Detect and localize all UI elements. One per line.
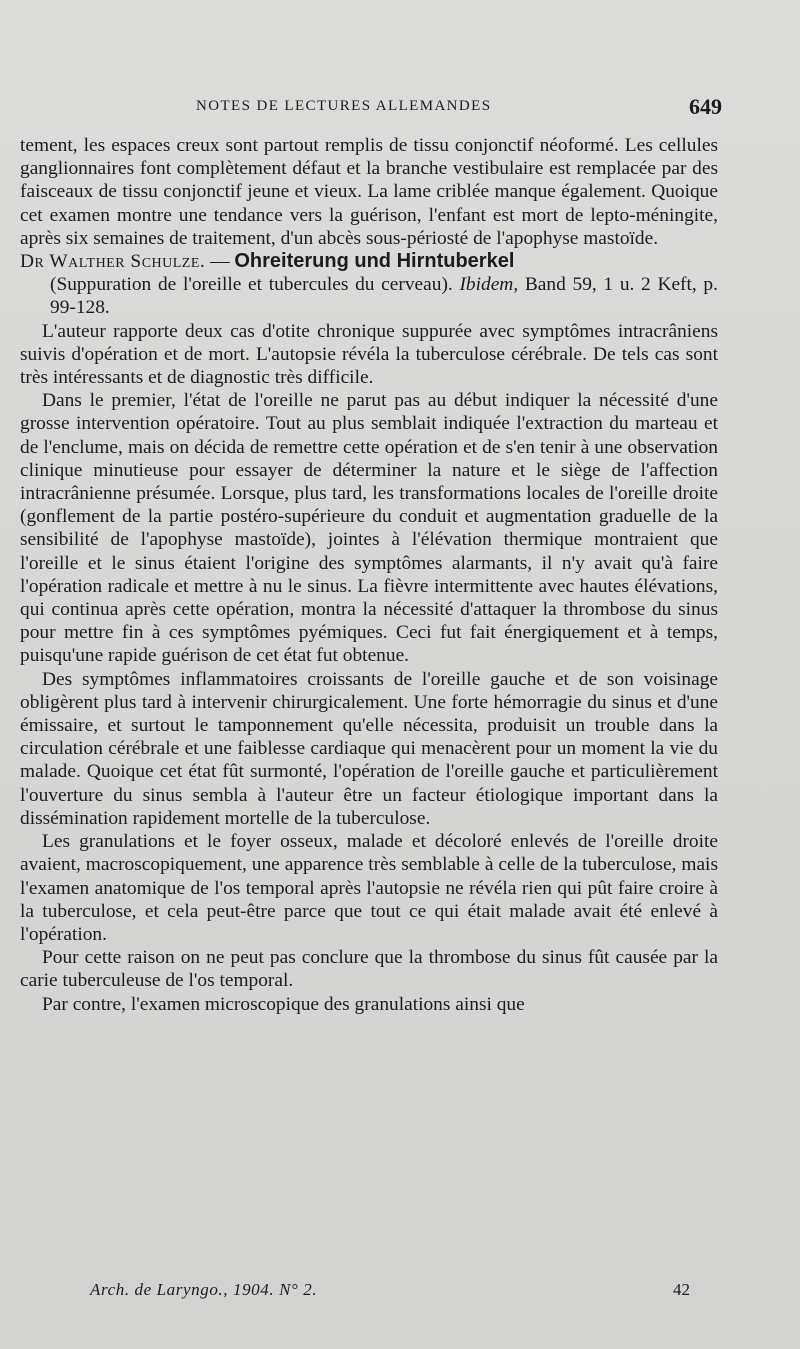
paragraph-contrast: Par contre, l'examen microscopique des granulations ainsi que bbox=[42, 993, 525, 1015]
paragraph-continuation: tement, les espaces creux sont partout remplis de tissu conjonctif néoformé. Les cellules ganglionnaires font complètement défaut et la branche vestibulaire est remplacée par des faisceaux de tissu conjonctif jeune et vieux. La lame criblée manque également. Quoique cet examen montre une tendance vers la guérison, l'enfant est mort de lepto-méningite, après six semaines de traitement, d'un abcès sous-périosté de l'apophyse mastoïde. bbox=[20, 135, 718, 249]
page-footer bbox=[0, 1280, 800, 1304]
article-source-ibidem: Ibidem, bbox=[459, 274, 519, 296]
page-header bbox=[0, 94, 800, 122]
paragraph-summary: L'auteur rapporte deux cas d'otite chronique suppurée avec symptômes intracrâniens suivis d'opération et de mort. L'autopsie révéla la tuberculose cérébrale. De tels cas sont très intéressants et de diagnostic très difficile. bbox=[20, 320, 718, 389]
article-heading bbox=[20, 250, 718, 320]
article-citation bbox=[20, 273, 718, 319]
sheet-number: 42 bbox=[673, 1280, 690, 1299]
article-title-french: (Suppuration de l'oreille et tubercules du cerveau). bbox=[50, 274, 453, 296]
page-number: 649 bbox=[689, 94, 722, 119]
article-title-german: Ohreiterung und Hirntuberkel bbox=[234, 250, 515, 273]
paragraph-conclusion: Pour cette raison on ne peut pas conclure que la thrombose du sinus fût causée par la carie tuberculeuse de l'os temporal. bbox=[20, 947, 718, 992]
journal-reference: Arch. de Laryngo., 1904. N° 2. bbox=[90, 1280, 318, 1299]
running-title: NOTES DE LECTURES ALLEMANDES bbox=[196, 98, 492, 114]
article-dash: — bbox=[205, 251, 235, 273]
paragraph-left-ear: Des symptômes inflammatoires croissants de l'oreille gauche et de son voisinage obligèrent plus tard à intervenir chirurgicalement. Une forte hémorragie du sinus et d'une émissaire, et surtout le tamponnement qu'elle nécessita, produisit un trouble dans la circulation cérébrale et une faiblesse cardiaque qui menacèrent pour un moment la vie du malade. Quoique cet état fût surmonté, l'opération de l'oreille gauche et particulièrement l'ouverture du sinus sembla à l'auteur être un facteur étiologique important dans la dissémination rapidement mortelle de la tuberculose. bbox=[20, 668, 718, 829]
article-author: Dr Walther Schulze. bbox=[20, 251, 206, 273]
page-body bbox=[20, 134, 718, 1016]
article-source-volume: Band 59, 1 u. 2 Keft, p. 99-128. bbox=[50, 274, 718, 319]
paragraph-granulations: Les granulations et le foyer osseux, malade et décoloré enlevés de l'oreille droite avaient, macroscopiquement, une apparence très semblable à celle de la tuberculose, mais l'examen anatomique de l'os temporal après l'autopsie ne révéla rien qui pût faire croire à la tuberculose, et cela peut-être parce que tout ce qui était malade avait été enlevé à l'opération. bbox=[20, 831, 718, 945]
paragraph-first-case: Dans le premier, l'état de l'oreille ne parut pas au début indiquer la nécessité d'une grosse intervention opératoire. Tout au plus semblait indiquée l'extraction du marteau et de l'enclume, mais on décida de remettre cette opération et de s'en tenir à une observation clinique minutieuse pour essayer de déterminer la nature et le siège de l'affection intracrânienne présumée. Lorsque, plus tard, les transformations locales de l'oreille droite (gonflement de la partie postéro-supérieure du conduit et augmentation graduelle de la sensibilité de l'apophyse mastoïde), jointes à l'élévation thermique montraient que l'oreille et le sinus étaient l'origine des symptômes alarmants, il n'y avait qu'à faire l'opération radicale et mettre à nu le sinus. La fièvre intermittente avec hautes élévations, qui continua après cette opération, montra la nécessité d'attaquer la thrombose du sinus pour mettre fin à ces symptômes pyémiques. Ceci fut fait énergiquement et à temps, puisqu'une rapide guérison de cet état fut obtenue. bbox=[20, 390, 718, 667]
